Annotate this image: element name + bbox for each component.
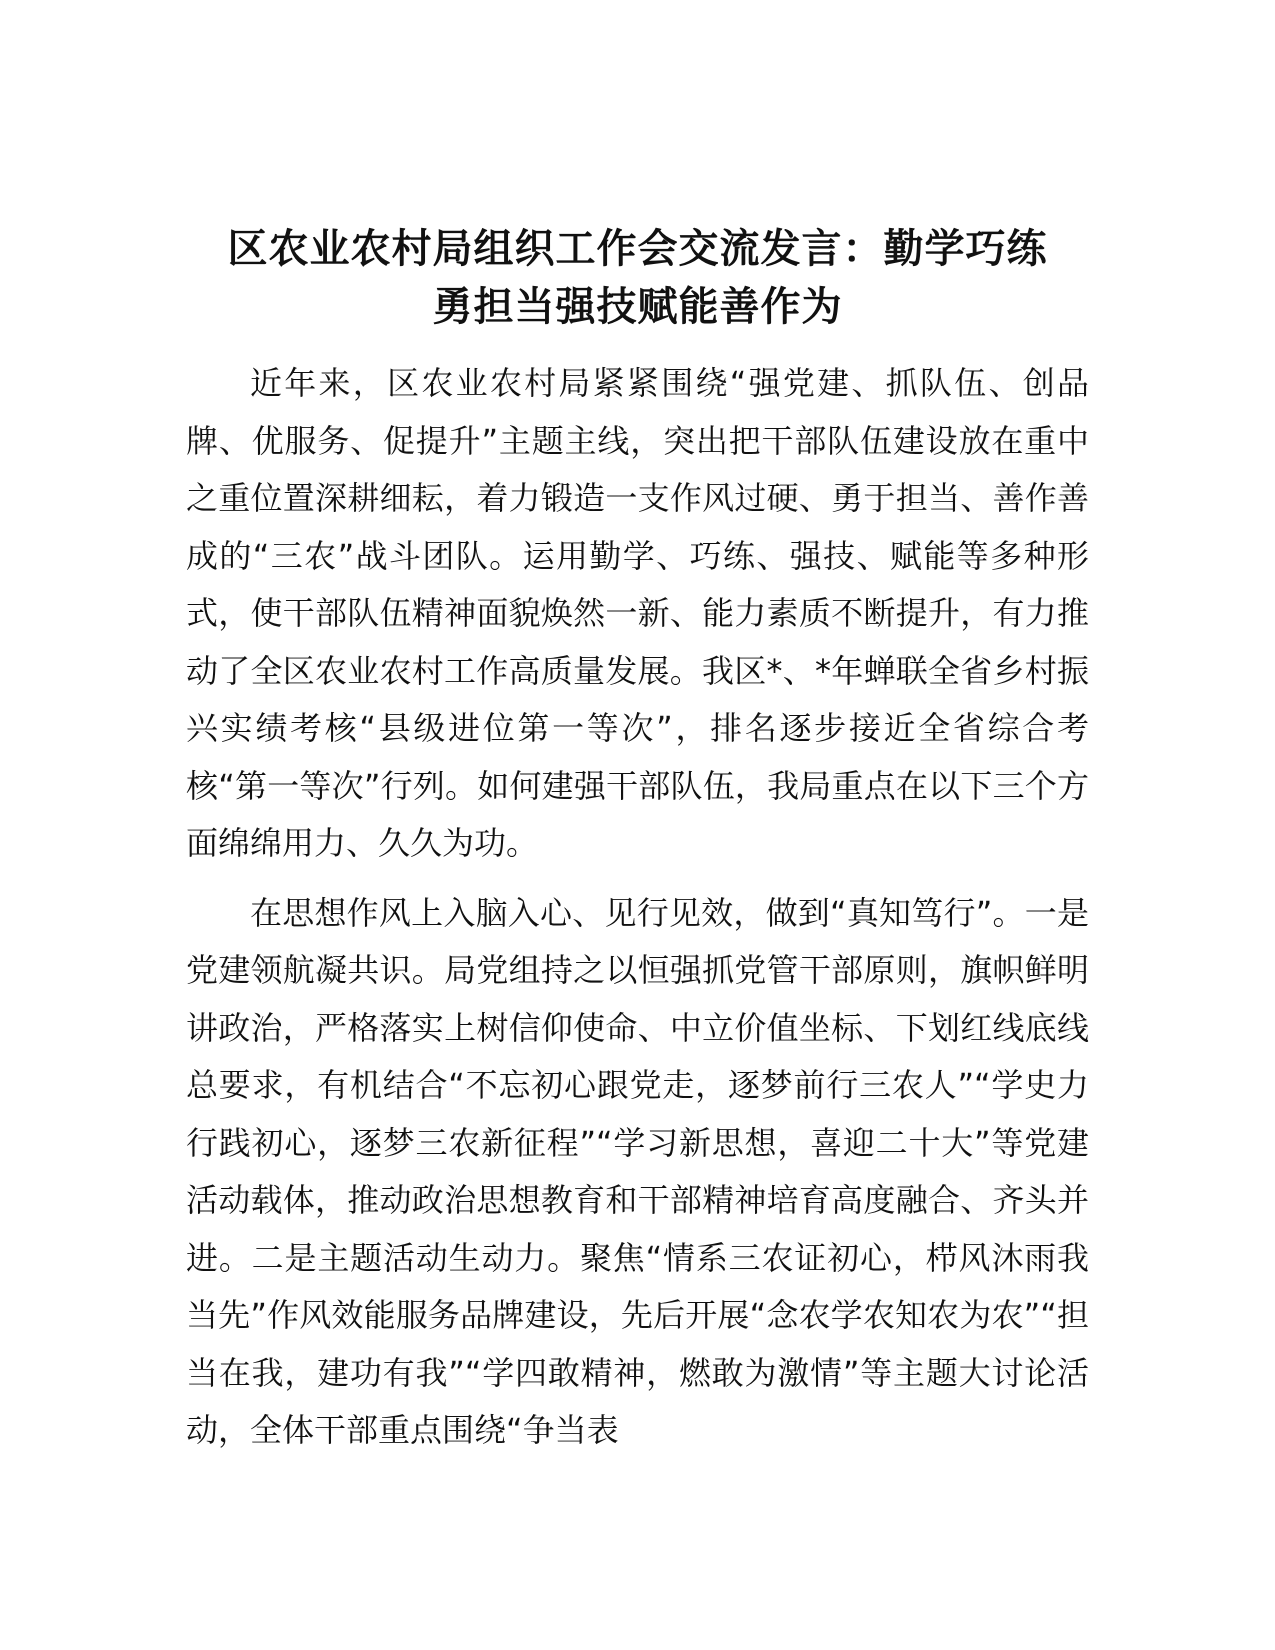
paragraph-ideology: 在思想作风上入脑入心、见行见效，做到“真知笃行”。一是党建领航凝共识。局党组持之以恒强抓党管干部原则，旗帜鲜明讲政治，严格落实上树信仰使命、中立价值坐标、下划红线底线总要求，有机结合“不忘初心跟党走，逐梦前行三农人”“学史力行践初心，逐梦三农新征程”“学习新思想，喜迎二十大”等党建活动载体，推动政治思想教育和干部精神培育高度融合、齐头并进。二是主题活动生动力。聚焦“情系三农证初心，栉风沐雨我当先”作风效能服务品牌建设，先后开展“念农学农知农为农”“担当在我，建功有我”“学四敢精神，燃敢为激情”等主题大讨论活动，全体干部重点围绕“争当表 — [186, 893, 1089, 1449]
document-title — [180, 220, 1095, 336]
title-line-1: 区农业农村局组织工作会交流发言：勤学巧练 — [227, 226, 1048, 272]
title-line-2: 勇担当强技赋能善作为 — [432, 284, 843, 330]
paragraph-intro: 近年来，区农业农村局紧紧围绕“强党建、抓队伍、创品牌、优服务、促提升”主题主线，突出把干部队伍建设放在重中之重位置深耕细耘，着力锻造一支作风过硬、勇于担当、善作善成的“三农”战斗团队。运用勤学、巧练、强技、赋能等多种形式，使干部队伍精神面貌焕然一新、能力素质不断提升，有力推动了全区农业农村工作高质量发展。我区*、*年蝉联全省乡村振兴实绩考核“县级进位第一等次”，排名逐步接近全省综合考核“第一等次”行列。如何建强干部队伍，我局重点在以下三个方面绵绵用力、久久为功。 — [186, 364, 1089, 862]
document-body — [186, 355, 1089, 1460]
